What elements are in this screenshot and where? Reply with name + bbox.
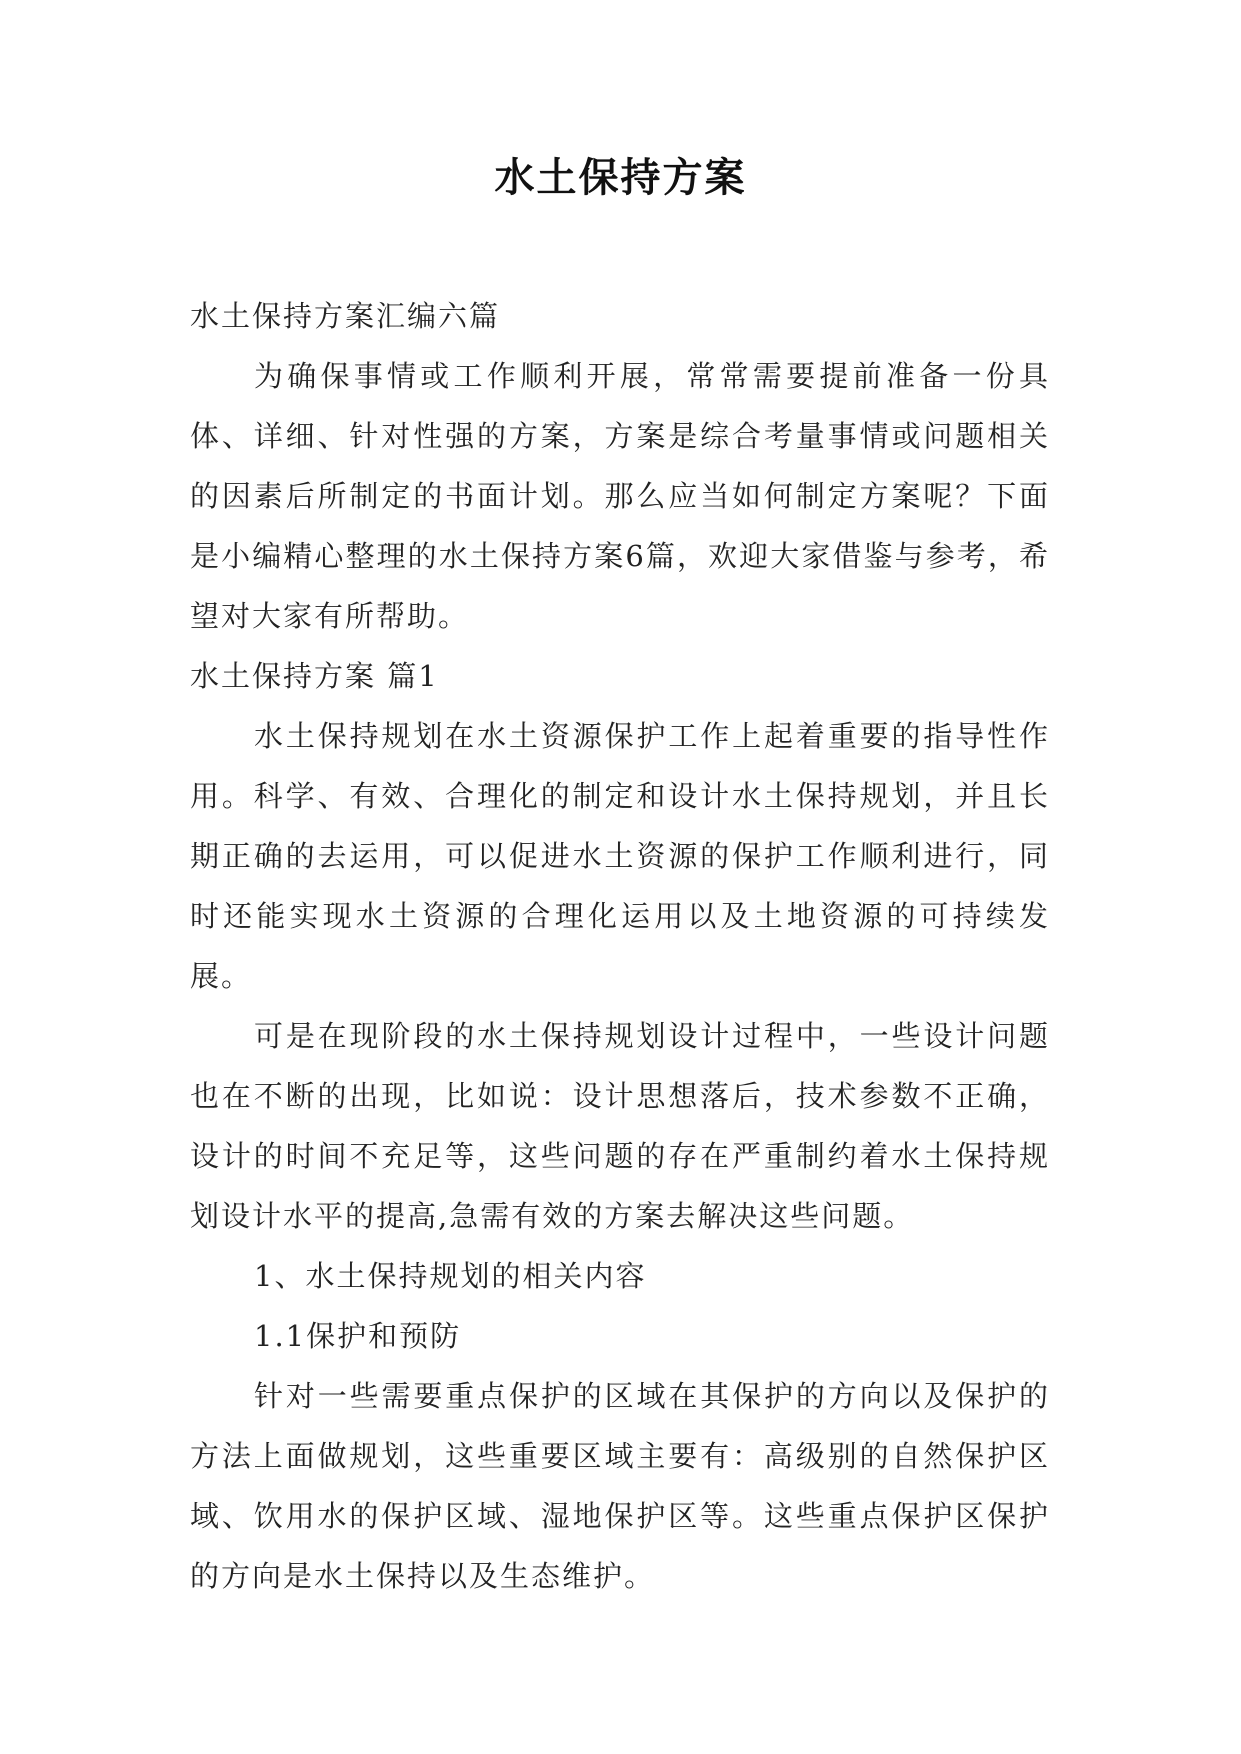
- section-heading: 水土保持方案 篇1: [190, 659, 439, 693]
- body-paragraph: 可是在现阶段的水土保持规划设计过程中，一些设计问题也在不断的出现，比如说：设计思想落后，技术参数不正确，设计的时间不充足等，这些问题的存在严重制约着水土保持规划设计水平的提高,急需有效的方案去解决这些问题。: [190, 1019, 1050, 1233]
- document-title: 水土保持方案: [494, 155, 747, 201]
- intro-paragraph: 为确保事情或工作顺利开展，常常需要提前准备一份具体、详细、针对性强的方案，方案是综合考量事情或问题相关的因素后所制定的书面计划。那么应当如何制定方案呢？下面是小编精心整理的水土保持方案6篇，欢迎大家借鉴与参考，希望对大家有所帮助。: [190, 359, 1050, 633]
- subtitle-line: 水土保持方案汇编六篇: [190, 299, 501, 333]
- subsection-heading: 1.1保护和预防: [254, 1319, 462, 1353]
- body-paragraph: 针对一些需要重点保护的区域在其保护的方向以及保护的方法上面做规划，这些重要区域主要有：高级别的自然保护区域、饮用水的保护区域、湿地保护区等。这些重点保护区保护的方向是水土保持以及生态维护。: [190, 1379, 1050, 1593]
- subsection-heading: 1、水土保持规划的相关内容: [254, 1259, 647, 1293]
- body-paragraph: 水土保持规划在水土资源保护工作上起着重要的指导性作用。科学、有效、合理化的制定和设计水土保持规划，并且长期正确的去运用，可以促进水土资源的保护工作顺利进行，同时还能实现水土资源的合理化运用以及土地资源的可持续发展。: [190, 719, 1050, 993]
- document-body: [190, 286, 1050, 1606]
